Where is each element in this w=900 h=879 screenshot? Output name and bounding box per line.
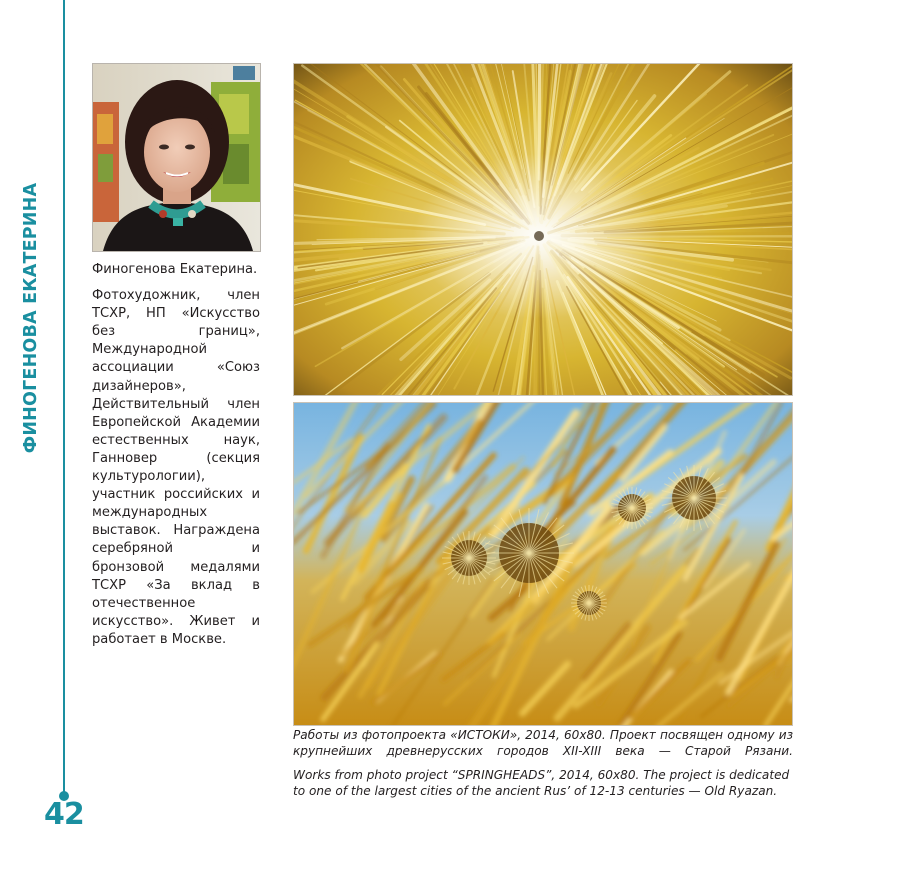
author-bio	[92, 261, 260, 649]
sidebar-rule	[63, 0, 65, 796]
bio-text: Фотохудожник, член ТСХР, НП «Искусство без границ», Международной ассоциации «Союз дизайнеров», Действительный член Европейской Академии естественных наук, Ганновер (секция культурологии), участник российских и международных выставок. Награждена серебряной и бронзовой медалями ТСХР «За вклад в отечественное искусство». Живет и работает в Москве.	[92, 288, 260, 647]
bio-name: Финогенова Екатерина.	[92, 262, 258, 277]
caption-russian: Работы из фотопроекта «ИСТОКИ», 2014, 60х80. Проект посвящен одному из крупнейших древнерусских городов XII-XIII века — Старой Рязани.	[293, 728, 793, 758]
author-portrait	[92, 63, 261, 252]
sidebar-author-name-text: ФИНОГЕНОВА ЕКАТЕРИНА	[21, 182, 41, 454]
photo-zoom-burst	[293, 63, 793, 396]
photo-thistles	[293, 402, 793, 726]
page-number: 42	[44, 797, 84, 832]
caption-english: Works from photo project “SPRINGHEADS”, 2014, 60х80. The project is dedicated to one of the largest cities of the ancient Rus’ of 12-13 centuries — Old Ryazan.	[293, 768, 790, 798]
